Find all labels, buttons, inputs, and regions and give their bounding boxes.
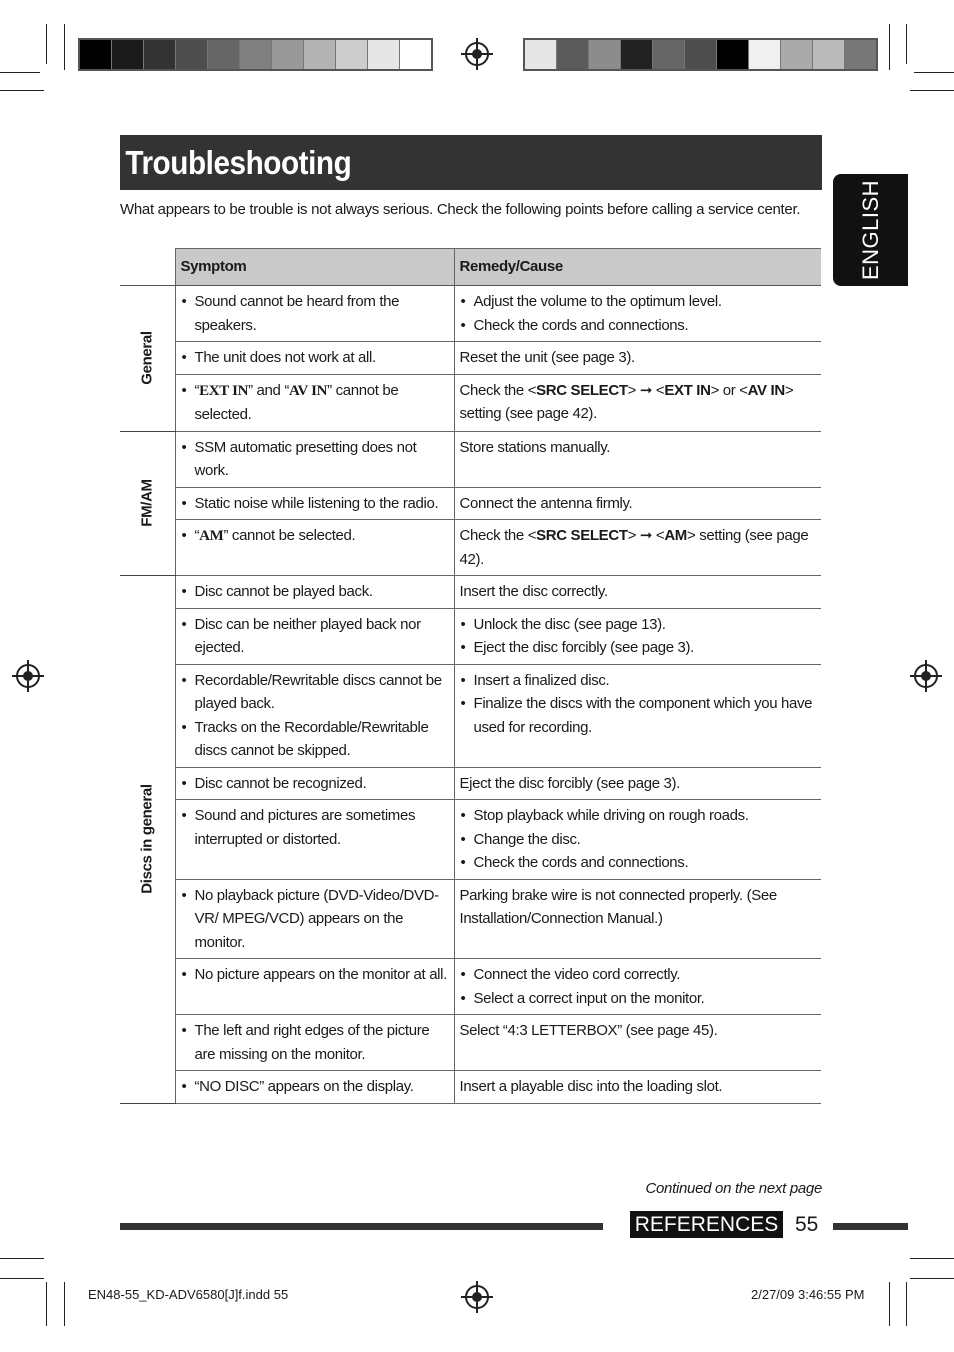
remedy-item: • Connect the video cord correctly. [460, 963, 817, 987]
symptom-item [181, 524, 449, 549]
crop-mark [0, 90, 44, 91]
symptom-item: • Sound cannot be heard from the speakers. [181, 290, 449, 337]
crop-mark [914, 72, 954, 73]
remedy-item: • Finalize the discs with the component which you have used for recording. [460, 692, 817, 739]
crop-mark [906, 1282, 907, 1326]
table-row [120, 800, 821, 880]
crop-mark [0, 1258, 44, 1259]
color-calibration-bar-right [523, 38, 878, 71]
table-row [120, 664, 821, 767]
continued-note: Continued on the next page [645, 1180, 822, 1197]
symptom-item: • Disc cannot be played back. [181, 580, 449, 604]
text-fragment: > setting (see page 42). [459, 527, 809, 568]
symptom-cell [175, 520, 454, 576]
registration-mark-icon [16, 664, 40, 688]
crop-mark [910, 1278, 954, 1279]
text-fragment: > [627, 381, 640, 399]
menu-name: SRC SELECT [536, 381, 628, 399]
table-row [120, 286, 821, 342]
text-fragment: ” cannot be selected. [223, 527, 356, 544]
symptom-item: • Recordable/Rewritable discs cannot be played back. [181, 669, 449, 716]
text-fragment: ” and “ [248, 381, 289, 399]
crop-mark [889, 24, 890, 70]
table-row [120, 487, 821, 520]
text-fragment: “ [194, 381, 200, 399]
troubleshooting-table [120, 248, 821, 1104]
symptom-item: • SSM automatic presetting does not work. [181, 436, 449, 483]
crop-mark [889, 1282, 890, 1326]
symptom-item: • No picture appears on the monitor at all. [181, 963, 449, 987]
remedy-cell [454, 374, 821, 431]
registration-mark-icon [465, 42, 489, 66]
text-fragment: < [652, 381, 665, 399]
remedy-item: • Adjust the volume to the optimum level. [460, 290, 817, 314]
crop-mark [0, 1278, 44, 1279]
header-blank-cell [120, 249, 175, 286]
remedy-cell: Insert the disc correctly. [454, 576, 821, 609]
header-remedy: Remedy/Cause [454, 249, 821, 286]
remedy-cell [454, 608, 821, 664]
category-label: Discs in general [138, 784, 156, 894]
symptom-cell [175, 374, 454, 431]
remedy-cell: Store stations manually. [454, 431, 821, 487]
arrow-right-icon: ➞ [639, 381, 653, 399]
table-row [120, 374, 821, 431]
color-calibration-bar-left [78, 38, 433, 71]
table-row [120, 431, 821, 487]
table-header-row [120, 249, 821, 286]
table-row [120, 1015, 821, 1071]
remedy-cell [454, 286, 821, 342]
crop-mark [64, 24, 65, 70]
menu-name: EXT IN [664, 381, 711, 399]
symptom-item: • Static noise while listening to the radio. [181, 492, 449, 516]
table-row [120, 342, 821, 375]
crop-mark [64, 1282, 65, 1326]
menu-name: SRC SELECT [536, 527, 628, 544]
footer-rule [833, 1223, 908, 1230]
remedy-cell: Reset the unit (see page 3). [454, 342, 821, 375]
table-row [120, 608, 821, 664]
symptom-item: • Disc cannot be recognized. [181, 772, 449, 796]
table-row [120, 576, 821, 609]
remedy-cell: Eject the disc forcibly (see page 3). [454, 767, 821, 800]
crop-mark [910, 1258, 954, 1259]
symptom-cell [175, 1015, 454, 1071]
category-cell-general [120, 286, 175, 432]
crop-mark [46, 1282, 47, 1326]
text-fragment: > or < [710, 381, 748, 399]
symptom-cell [175, 608, 454, 664]
crop-mark [906, 24, 907, 64]
table-row [120, 879, 821, 959]
table-row [120, 1071, 821, 1104]
remedy-cell: Select “4:3 LETTERBOX” (see page 45). [454, 1015, 821, 1071]
remedy-cell [454, 800, 821, 880]
remedy-cell [454, 664, 821, 767]
category-cell-fmam [120, 431, 175, 576]
symptom-cell [175, 879, 454, 959]
symptom-cell [175, 1071, 454, 1104]
remedy-item: • Select a correct input on the monitor. [460, 987, 817, 1011]
remedy-cell: Parking brake wire is not connected properly. (See Installation/Connection Manual.) [454, 879, 821, 959]
page-number: 55 [795, 1213, 819, 1236]
symptom-cell [175, 576, 454, 609]
menu-name: AM [664, 527, 687, 544]
text-fragment: “ [194, 527, 200, 544]
setting-name: EXT IN [199, 382, 249, 399]
registration-mark-icon [914, 664, 938, 688]
footer-rule [120, 1223, 603, 1230]
symptom-item: • The unit does not work at all. [181, 346, 449, 370]
remedy-cell [454, 959, 821, 1015]
symptom-item: • Tracks on the Recordable/Rewritable discs cannot be skipped. [181, 716, 449, 763]
page-title: Troubleshooting [125, 144, 352, 181]
table-row [120, 767, 821, 800]
text-fragment: > [627, 527, 640, 544]
symptom-cell [175, 959, 454, 1015]
remedy-item: • Check the cords and connections. [460, 314, 817, 338]
setting-name: AM [199, 528, 224, 544]
remedy-cell: Insert a playable disc into the loading slot. [454, 1071, 821, 1104]
language-tab-label: ENGLISH [857, 179, 883, 281]
symptom-item: • Sound and pictures are sometimes interrupted or distorted. [181, 804, 449, 851]
symptom-cell [175, 767, 454, 800]
remedy-item: • Check the cords and connections. [460, 851, 817, 875]
crop-mark [46, 24, 47, 64]
crop-mark [0, 72, 40, 73]
arrow-right-icon: ➞ [639, 527, 653, 544]
remedy-item: • Unlock the disc (see page 13). [460, 613, 817, 637]
text-fragment: > setting (see page 42). [459, 381, 794, 422]
registration-mark-icon [465, 1285, 489, 1309]
menu-name: AV IN [747, 381, 785, 399]
setting-name: AV IN [288, 382, 328, 399]
symptom-item: • The left and right edges of the picture are missing on the monitor. [181, 1019, 449, 1066]
remedy-item: • Change the disc. [460, 828, 817, 852]
symptom-cell [175, 664, 454, 767]
remedy-item: • Insert a finalized disc. [460, 669, 817, 693]
category-label: General [138, 331, 156, 385]
title-bar [120, 135, 822, 190]
symptom-cell [175, 431, 454, 487]
symptom-item [181, 379, 449, 427]
remedy-cell [454, 520, 821, 576]
symptom-item: • Disc can be neither played back nor ejected. [181, 613, 449, 660]
text-fragment: < [652, 527, 665, 544]
symptom-cell [175, 487, 454, 520]
symptom-cell [175, 342, 454, 375]
symptom-item: • No playback picture (DVD-Video/DVD-VR/ MPEG/VCD) appears on the monitor. [181, 884, 449, 955]
remedy-item: • Eject the disc forcibly (see page 3). [460, 636, 817, 660]
text-fragment: Check the < [459, 527, 537, 544]
crop-mark [910, 90, 954, 91]
language-tab [833, 174, 908, 286]
symptom-cell [175, 800, 454, 880]
text-fragment: ” cannot be selected. [194, 381, 399, 423]
table-row [120, 520, 821, 576]
intro-text: What appears to be trouble is not always serious. Check the following points before calling a service center. [120, 201, 801, 218]
category-label: FM/AM [138, 479, 156, 527]
date-slug: 2/27/09 3:46:55 PM [751, 1287, 865, 1302]
text-fragment: Check the < [459, 381, 537, 399]
remedy-item: • Stop playback while driving on rough roads. [460, 804, 817, 828]
symptom-item: • “NO DISC” appears on the display. [181, 1075, 449, 1099]
header-symptom: Symptom [175, 249, 454, 286]
symptom-cell [175, 286, 454, 342]
file-slug: EN48-55_KD-ADV6580[J]f.indd 55 [88, 1287, 289, 1302]
remedy-cell: Connect the antenna firmly. [454, 487, 821, 520]
category-cell-discs [120, 576, 175, 1104]
table-row [120, 959, 821, 1015]
section-label: REFERENCES [630, 1211, 783, 1238]
